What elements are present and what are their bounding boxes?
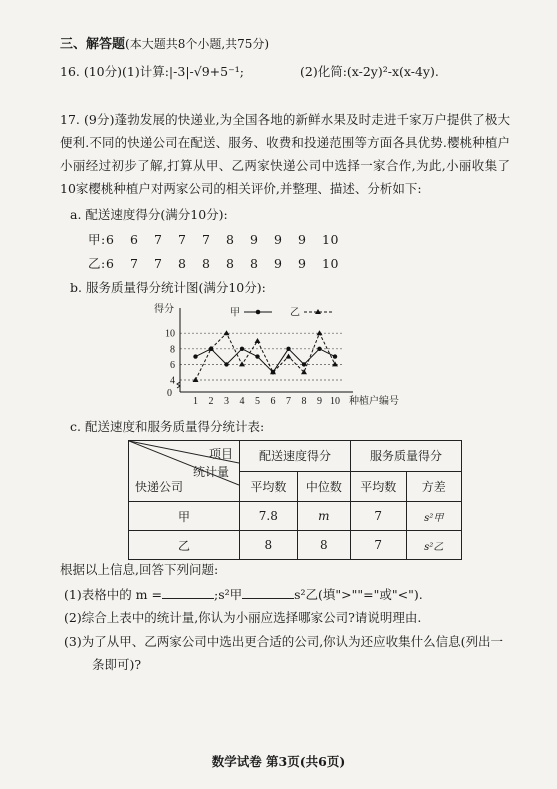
data-point (286, 354, 292, 359)
table-diagonal-header (129, 441, 240, 502)
data-point (255, 354, 259, 358)
x-tick-label: 5 (255, 396, 260, 407)
x-tick-label: 4 (239, 396, 245, 407)
cell-name: 甲 (129, 502, 240, 531)
data-point (317, 347, 321, 351)
score-value: 8 (250, 256, 259, 271)
page-footer: 数学试卷 第3页(共6页) (211, 754, 346, 769)
section-heading: 三、解答题 (60, 37, 126, 52)
score-value: 7 (202, 232, 211, 247)
q17-c-title: c. 配送速度和服务质量得分统计表: (70, 419, 265, 434)
section-note: (本大题共8个小题,共75分) (125, 37, 270, 51)
cell-mean2: 7 (351, 502, 407, 531)
x-tick-label: 6 (270, 396, 276, 407)
data-point (193, 377, 199, 382)
section-title (60, 36, 269, 53)
cell-mean: 8 (240, 531, 298, 560)
score-value: 7 (154, 256, 163, 271)
header-stat: 统计量 (192, 465, 229, 479)
x-tick-label: 9 (317, 396, 322, 407)
score-value: 9 (250, 232, 259, 247)
data-point (239, 361, 245, 366)
q16-part2: (2)化简:(x-2y)²-x(x-4y). (300, 64, 439, 79)
legend-marker (256, 310, 261, 315)
cell-name: 乙 (129, 531, 240, 560)
legend-label: 甲 (230, 307, 240, 319)
q17-part1 (64, 586, 423, 603)
q17-b-title: b. 服务质量得分统计图(满分10分): (70, 280, 266, 295)
line-chart-svg (150, 300, 420, 412)
score-value: 9 (298, 256, 307, 271)
q17-intro: 17. (9分)蓬勃发展的快递业,为全国各地的新鲜水果及时走进千家万户提供了极大便利.不同的快递公司在配送、服务、收费和投递范围等方面各具优势.樱桃种植户小丽经过初步了解,打算从甲、乙两家快递公司中选择一家合作,为此,小丽收集了10家樱桃种植户对两家公司的相关评价,并整理、描述、分析如下: (60, 112, 510, 196)
data-point (317, 330, 323, 335)
score-value: 8 (226, 256, 235, 271)
x-tick-label: 10 (330, 396, 340, 407)
data-point (193, 354, 197, 358)
y-tick-label: 4 (170, 375, 175, 387)
q1-text-a: (1)表格中的 m = (64, 587, 162, 602)
q17-part3-line1: (3)为了从甲、乙两家公司中选出更合适的公司,你认为还应收集什么信息(列出一 (64, 634, 504, 649)
header-variance: 方差 (406, 471, 462, 502)
header-speed: 配送速度得分 (240, 441, 351, 472)
table-row-jia (129, 502, 462, 531)
cell-variance: s²甲 (406, 502, 462, 531)
score-value: 7 (178, 232, 187, 247)
series-line (196, 333, 336, 380)
x-tick-label: 8 (301, 396, 307, 407)
y-tick-label: 0 (167, 388, 172, 399)
score-value: 9 (274, 256, 283, 271)
header-mean: 平均数 (240, 471, 298, 502)
jia-speed-scores (88, 232, 346, 248)
x-tick-label: 2 (208, 396, 214, 407)
cell-median: m (297, 502, 350, 531)
table-row-yi (129, 531, 462, 560)
header-mean2: 平均数 (351, 471, 407, 502)
data-point (286, 347, 290, 351)
question-16 (60, 64, 439, 80)
q1-text-c: s²乙(填">""="或"<"). (294, 587, 423, 602)
jia-score-list (106, 232, 346, 247)
data-point (333, 354, 337, 358)
q17-part2: (2)综合上表中的统计量,你认为小丽应选择哪家公司?请说明理由. (64, 610, 422, 625)
score-value: 6 (106, 256, 115, 271)
cell-mean2: 7 (351, 531, 407, 560)
x-tick-label: 1 (193, 396, 198, 407)
cell-median: 8 (297, 531, 350, 560)
header-service: 服务质量得分 (351, 441, 462, 472)
jia-label: 甲: (88, 232, 106, 247)
score-value: 8 (226, 232, 235, 247)
score-value: 6 (130, 232, 139, 247)
cell-mean: 7.8 (240, 502, 298, 531)
yi-score-list (106, 256, 346, 271)
answer-prompt: 根据以上信息,回答下列问题: (60, 562, 219, 577)
data-point (332, 361, 338, 366)
score-value: 8 (178, 256, 187, 271)
yi-label: 乙: (88, 256, 106, 271)
x-tick-label: 3 (224, 396, 229, 407)
score-value: 10 (322, 232, 339, 247)
score-value: 9 (298, 232, 307, 247)
answer-blank-compare[interactable] (242, 586, 294, 599)
header-median: 中位数 (297, 471, 350, 502)
data-point (224, 330, 230, 335)
score-value: 7 (154, 232, 163, 247)
y-tick-label: 10 (165, 328, 175, 340)
header-item: 项目 (208, 447, 233, 461)
score-value: 7 (130, 256, 139, 271)
service-quality-chart (150, 300, 420, 412)
cell-variance: s²乙 (406, 531, 462, 560)
y-tick-label: 6 (170, 359, 175, 371)
q16-part1: 16. (10分)(1)计算:|-3|-√9+5⁻¹; (60, 64, 244, 79)
stats-table (128, 440, 462, 560)
score-value: 10 (322, 256, 339, 271)
q1-text-b: ;s²甲 (213, 587, 243, 602)
legend-label: 乙 (290, 307, 300, 319)
data-point (255, 338, 261, 343)
yi-speed-scores (88, 256, 346, 272)
data-point (240, 347, 244, 351)
q17-a-title: a. 配送速度得分(满分10分): (70, 207, 228, 222)
x-axis-label: 种植户编号 (349, 396, 399, 407)
score-value: 6 (106, 232, 115, 247)
x-tick-label: 7 (286, 396, 291, 407)
q17-part3-line2: 条即可)? (92, 657, 142, 672)
score-value: 9 (274, 232, 283, 247)
data-point (224, 362, 228, 366)
answer-blank-m[interactable] (162, 586, 214, 599)
series-line (196, 349, 336, 372)
y-tick-label: 8 (170, 344, 175, 356)
score-value: 8 (202, 256, 211, 271)
y-axis-label: 得分 (154, 304, 174, 315)
data-point (302, 362, 306, 366)
header-company: 快递公司 (135, 480, 184, 494)
